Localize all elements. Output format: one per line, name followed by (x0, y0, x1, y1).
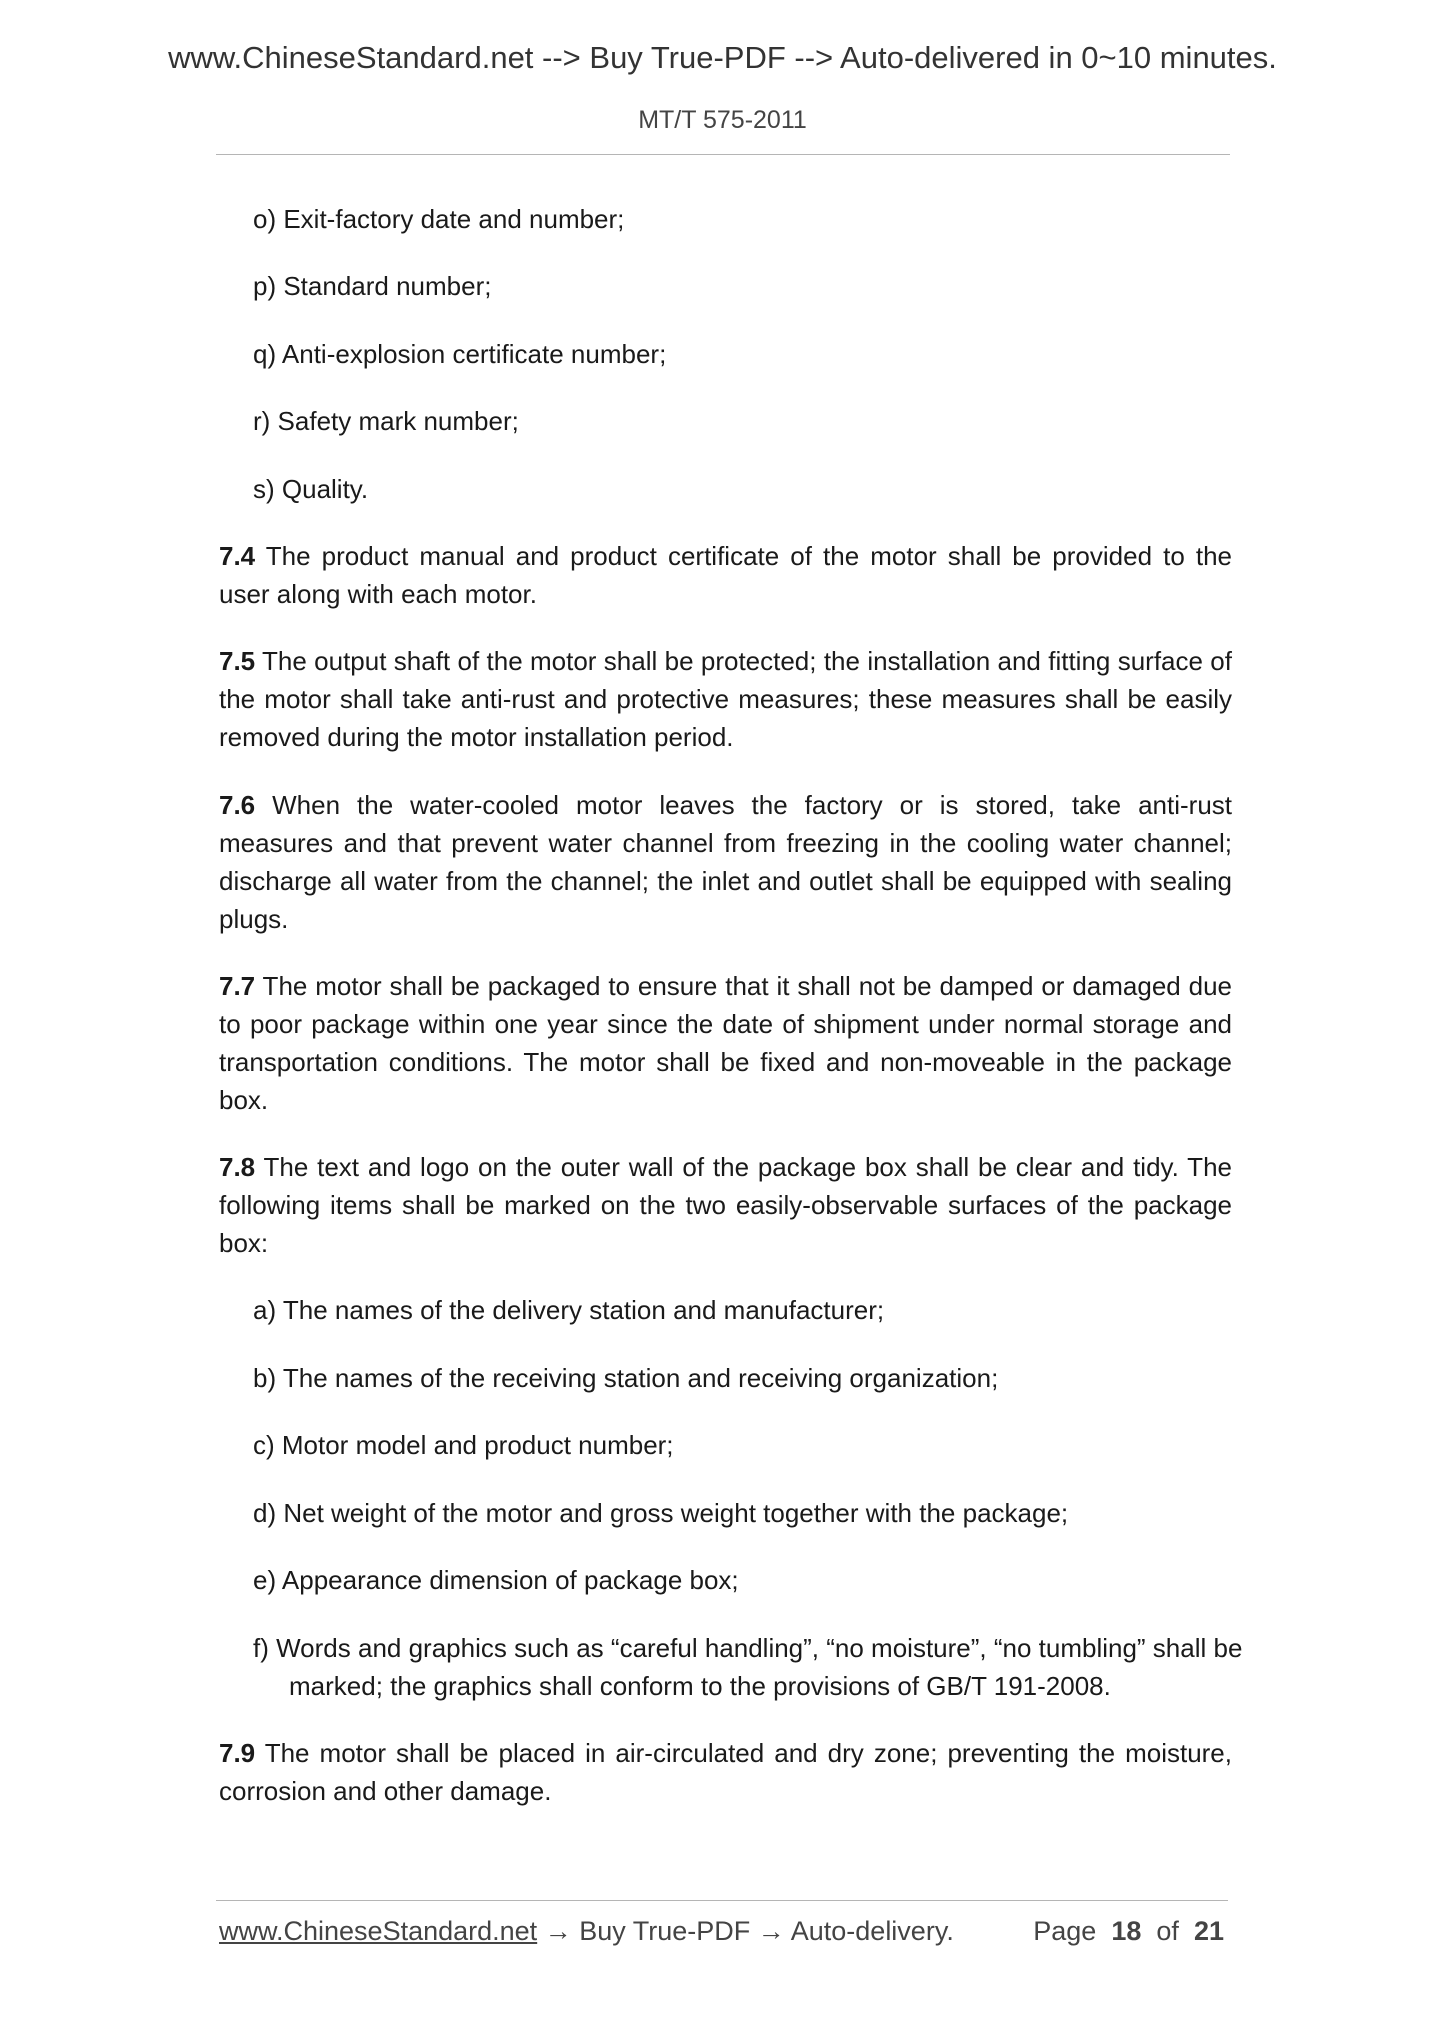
clause-number: 7.9 (219, 1738, 256, 1768)
list-item: s) Quality. (253, 474, 369, 504)
clause-text: The product manual and product certificate of the motor shall be provided to the user along with each motor. (219, 541, 1232, 609)
clause-number: 7.5 (219, 646, 256, 676)
list-item: d) Net weight of the motor and gross weight together with the package; (253, 1498, 1069, 1528)
document-number: MT/T 575-2011 (638, 106, 807, 134)
clause-number: 7.6 (219, 790, 256, 820)
footer-left (219, 1916, 954, 1947)
list-item: b) The names of the receiving station and receiving organization; (253, 1363, 999, 1393)
clause-7-4 (219, 537, 1232, 613)
list-item: a) The names of the delivery station and manufacturer; (253, 1295, 885, 1325)
list-item: p) Standard number; (253, 271, 492, 301)
clause-7-6 (219, 786, 1232, 938)
page-footer (219, 1916, 1230, 1956)
list-item: o) Exit-factory date and number; (253, 204, 625, 234)
clause-7-8 (219, 1148, 1232, 1262)
page-indicator (1033, 1916, 1224, 1947)
clause-7-7 (219, 967, 1232, 1119)
list-item: r) Safety mark number; (253, 406, 519, 436)
page-total: 21 (1193, 1916, 1224, 1946)
page-header-banner: www.ChineseStandard.net --> Buy True-PDF --> Auto-delivered in 0~10 minutes. (168, 40, 1277, 75)
clause-text: The output shaft of the motor shall be protected; the installation and fitting surface of the motor shall take anti-rust and protective measures; these measures shall be easily removed during the motor installation period. (219, 646, 1232, 752)
list-item: q) Anti-explosion certificate number; (253, 339, 667, 369)
list-item: f) Words and graphics such as “careful handling”, “no moisture”, “no tumbling” shall be marked; the graphics shall conform to the provisions of GB/T 191-2008. (253, 1633, 1243, 1701)
of-label: of (1156, 1916, 1179, 1946)
clause-7-5 (219, 642, 1232, 756)
footer-link[interactable]: www.ChineseStandard.net (219, 1916, 538, 1946)
list-item: c) Motor model and product number; (253, 1430, 674, 1460)
page-label: Page (1033, 1916, 1097, 1946)
page-current: 18 (1111, 1916, 1142, 1946)
clause-number: 7.8 (219, 1152, 256, 1182)
clause-text: When the water-cooled motor leaves the factory or is stored, take anti-rust measures and that prevent water channel from freezing in the cooling water channel; discharge all water from the channel; the inlet and outlet shall be equipped with sealing plugs. (219, 790, 1232, 934)
clause-text: The motor shall be placed in air-circulated and dry zone; preventing the moisture, corrosion and other damage. (219, 1738, 1232, 1806)
clause-number: 7.4 (219, 541, 256, 571)
clause-text: The motor shall be packaged to ensure that it shall not be damped or damaged due to poor package within one year since the date of shipment under normal storage and transportation conditions. The motor shall be fixed and non-moveable in the package box. (219, 971, 1232, 1115)
clause-7-9 (219, 1734, 1232, 1810)
list-item: e) Appearance dimension of package box; (253, 1565, 739, 1595)
footer-suffix: → Buy True-PDF → Auto-delivery. (537, 1916, 954, 1946)
clause-text: The text and logo on the outer wall of the package box shall be clear and tidy. The following items shall be marked on the two easily-observable surfaces of the package box: (219, 1152, 1232, 1258)
clause-number: 7.7 (219, 971, 256, 1001)
footer-rule (216, 1900, 1228, 1901)
